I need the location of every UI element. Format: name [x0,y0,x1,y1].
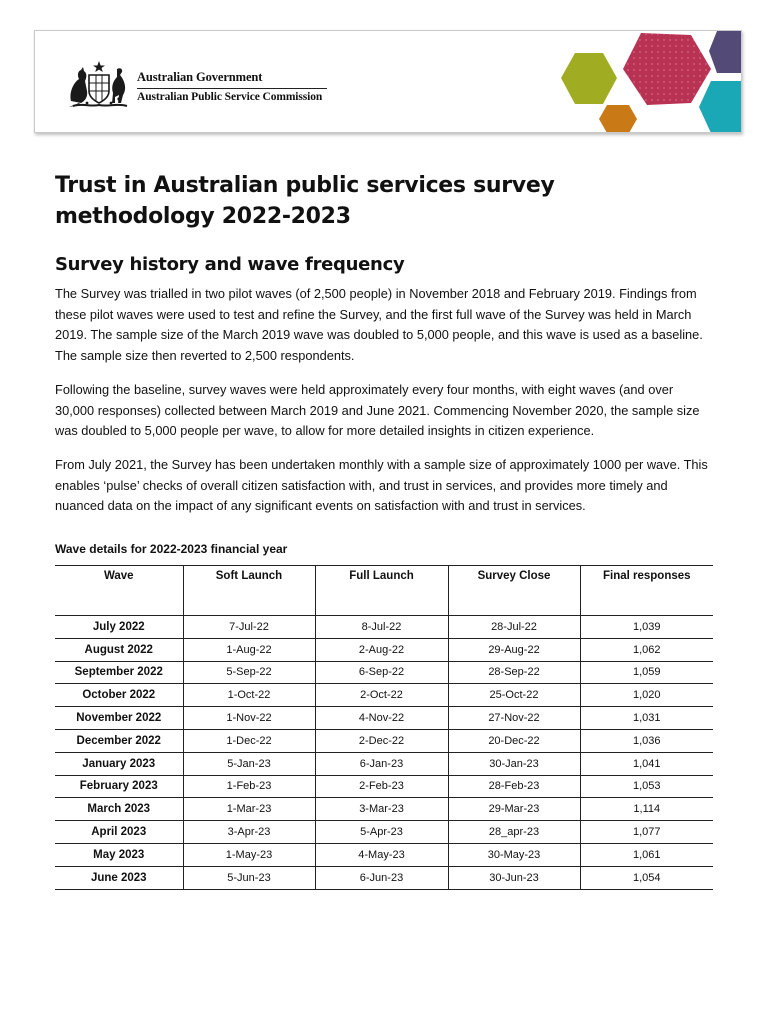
paragraph-baseline: Following the baseline, survey waves were held approximately every four months, with eight waves (and over 30,000 responses) collected between March 2019 and June 2021. Commencing November 2020, the sample size was doubled to 5,000 people per wave, to allow for more detailed insights in citizen experience. [55,382,700,439]
table-row [55,752,713,775]
wave-name: May 2023 [55,843,183,866]
survey-close-cell: 27-Nov-22 [448,707,580,730]
table-row [55,843,713,866]
coat-of-arms-icon [65,57,133,109]
full-launch-cell: 4-May-23 [315,843,448,866]
final-responses-cell: 1,039 [580,616,713,639]
wave-name: April 2023 [55,821,183,844]
wave-name: January 2023 [55,752,183,775]
table-row [55,866,713,889]
table-caption: Wave details for 2022-2023 financial year [55,542,288,556]
final-responses-cell: 1,053 [580,775,713,798]
header-banner [34,30,742,133]
table-row [55,707,713,730]
wave-details-table [55,565,713,890]
column-header-wave: Wave [55,566,183,616]
table-row [55,684,713,707]
full-launch-cell: 2-Aug-22 [315,638,448,661]
orange-hexagon [599,105,637,132]
green-hexagon [561,53,617,104]
decorative-hexagons [541,31,741,132]
soft-launch-cell: 5-Sep-22 [183,661,315,684]
wave-name: July 2022 [55,616,183,639]
soft-launch-cell: 1-Mar-23 [183,798,315,821]
soft-launch-cell: 1-Nov-22 [183,707,315,730]
full-launch-cell: 2-Oct-22 [315,684,448,707]
teal-hexagon [699,81,741,132]
table-row [55,821,713,844]
wave-name: November 2022 [55,707,183,730]
soft-launch-cell: 1-Aug-22 [183,638,315,661]
magenta-hexagon-pattern [623,33,711,105]
survey-close-cell: 30-Jan-23 [448,752,580,775]
final-responses-cell: 1,054 [580,866,713,889]
survey-close-cell: 28-Sep-22 [448,661,580,684]
full-launch-cell: 5-Apr-23 [315,821,448,844]
table-row [55,775,713,798]
survey-close-cell: 20-Dec-22 [448,729,580,752]
full-launch-cell: 2-Feb-23 [315,775,448,798]
soft-launch-cell: 1-Feb-23 [183,775,315,798]
survey-close-cell: 30-May-23 [448,843,580,866]
soft-launch-cell: 1-Dec-22 [183,729,315,752]
table-header-row [55,566,713,616]
soft-launch-cell: 5-Jun-23 [183,866,315,889]
section-heading: Survey history and wave frequency [55,254,405,275]
survey-close-cell: 28-Jul-22 [448,616,580,639]
wave-name: September 2022 [55,661,183,684]
final-responses-cell: 1,036 [580,729,713,752]
final-responses-cell: 1,062 [580,638,713,661]
paragraph-pilot-waves: The Survey was trialled in two pilot waves (of 2,500 people) in November 2018 and February 2019. Findings from these pilot waves were used to test and refine the Survey, and the first full wave of the Survey was held in March 2019. The sample size of the March 2019 wave was doubled to 5,000 people, and this wave is used as a baseline. The sample size then reverted to 2,500 respondents. [55,286,703,363]
final-responses-cell: 1,041 [580,752,713,775]
wave-name: February 2023 [55,775,183,798]
wave-name: December 2022 [55,729,183,752]
survey-close-cell: 28-Feb-23 [448,775,580,798]
final-responses-cell: 1,077 [580,821,713,844]
full-launch-cell: 6-Sep-22 [315,661,448,684]
survey-close-cell: 25-Oct-22 [448,684,580,707]
wave-name: October 2022 [55,684,183,707]
table-row [55,661,713,684]
column-header-full-launch: Full Launch [315,566,448,616]
final-responses-cell: 1,020 [580,684,713,707]
wave-name: August 2022 [55,638,183,661]
header-divider [137,88,327,89]
full-launch-cell: 6-Jan-23 [315,752,448,775]
survey-close-cell: 28_apr-23 [448,821,580,844]
wave-name: March 2023 [55,798,183,821]
column-header-soft-launch: Soft Launch [183,566,315,616]
final-responses-cell: 1,031 [580,707,713,730]
table-row [55,729,713,752]
paragraph-monthly: From July 2021, the Survey has been undertaken monthly with a sample size of approximately 1000 per wave. This enables ‘pulse’ checks of overall citizen satisfaction with, and trust in services, and provides more timely and nuanced data on the impact of any significant events on satisfaction with and trust in services. [55,457,708,514]
page-title: Trust in Australian public services survey methodology 2022-2023 [55,173,555,229]
agency-name: Australian Public Service Commission [137,91,323,103]
full-launch-cell: 6-Jun-23 [315,866,448,889]
table-row [55,638,713,661]
table-row [55,616,713,639]
soft-launch-cell: 7-Jul-22 [183,616,315,639]
column-header-survey-close: Survey Close [448,566,580,616]
government-name: Australian Government [137,70,263,84]
table-row [55,798,713,821]
soft-launch-cell: 5-Jan-23 [183,752,315,775]
final-responses-cell: 1,059 [580,661,713,684]
column-header-final-responses: Final responses [580,566,713,616]
wave-name: June 2023 [55,866,183,889]
soft-launch-cell: 1-May-23 [183,843,315,866]
soft-launch-cell: 1-Oct-22 [183,684,315,707]
full-launch-cell: 2-Dec-22 [315,729,448,752]
purple-hexagon [709,31,741,73]
final-responses-cell: 1,061 [580,843,713,866]
final-responses-cell: 1,114 [580,798,713,821]
survey-close-cell: 29-Mar-23 [448,798,580,821]
survey-close-cell: 29-Aug-22 [448,638,580,661]
full-launch-cell: 3-Mar-23 [315,798,448,821]
survey-close-cell: 30-Jun-23 [448,866,580,889]
full-launch-cell: 8-Jul-22 [315,616,448,639]
full-launch-cell: 4-Nov-22 [315,707,448,730]
soft-launch-cell: 3-Apr-23 [183,821,315,844]
